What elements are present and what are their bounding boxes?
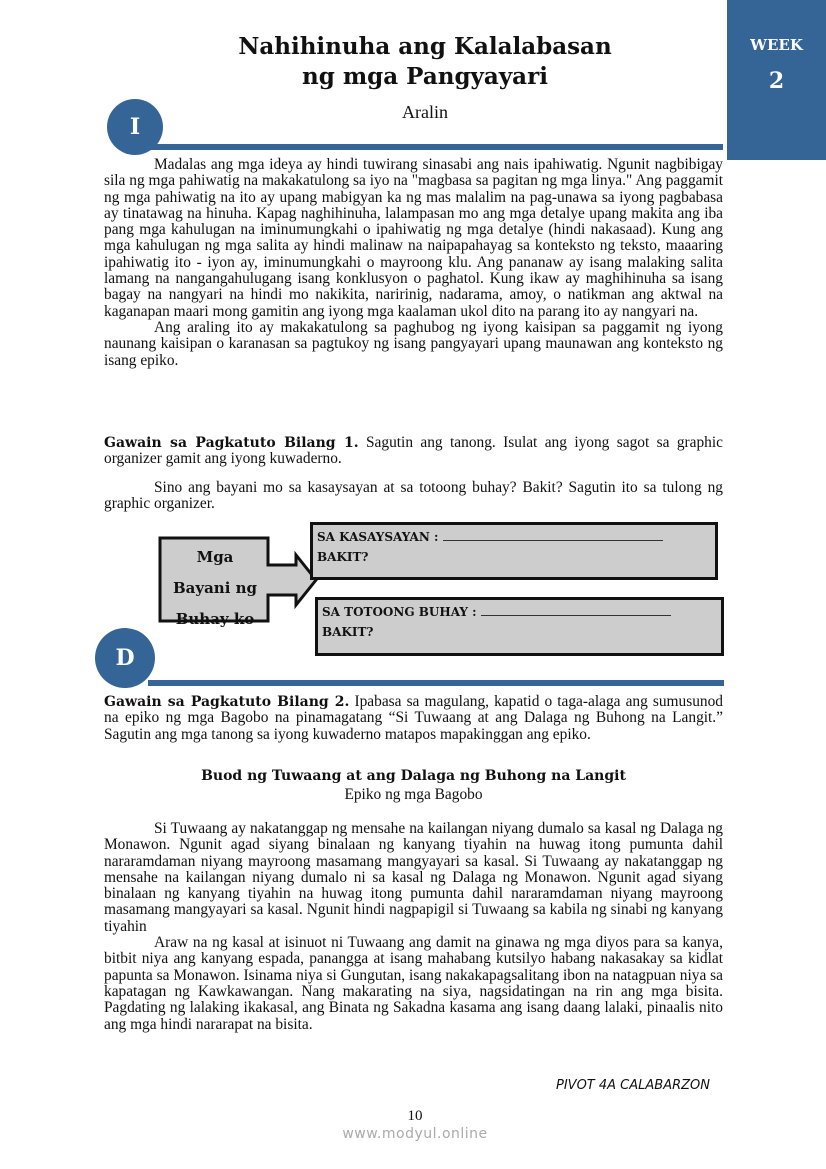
title-line-2: ng mga Pangyayari (302, 63, 548, 90)
source-line-3: Buhay ko (175, 610, 255, 628)
intro-paragraph-1: Madalas ang mga ideya ay hindi tuwirang sinasabi ang nais ipahiwatig. Ngunit nagbibigay sila ng mga pahiwatig na makakatulong sa iyo na "magbasa sa pagitan ng mga linya." Ang paggamit ng mga pahiwatig na ito ay upang mabigyan ka ng mas malalim na pag-unawa sa iyong pagbabasa ay tinatawag na hinuha. Kapag naghihinuha, lalampasan mo ang mga detalye upang makita ang iba pang mga kahulugan na iminumungkahi o ipahiwatig ng mga detalye (hindi nakasaad). Kung ang mga kahulugan ng mga salita ay hindi malinaw na naipapahayag sa konteksto ng teksto, maaaring ipahiwatig ito - iyon ay, iminumungkahi o mayroong klu. Ang pananaw ay isang malaking salita lamang na nangangahulugang isang konklusyon o paghatol. Kung ikaw ay maghihinuha sa isang bagay na nangyari na hindi mo nakikita, naririnig, nadarama, amoy, o natikman ang aktwal na kaganapan maari mong gamitin ang iyong mga kaalaman ukol dito na parang ito ay nangyari na. (104, 156, 723, 320)
organizer-source (160, 542, 270, 635)
section-divider (147, 144, 723, 150)
activity-1 (104, 435, 723, 512)
answer-blank[interactable] (443, 529, 663, 541)
activity-2-heading: Gawain sa Pagkatuto Bilang 2. (104, 694, 350, 710)
watermark: www.modyul.online (342, 1126, 488, 1142)
box-history (310, 522, 718, 580)
page-title (200, 32, 650, 92)
activity-2-instruction: Ipabasa sa magulang, kapatid o taga-alaga ang sumusunod na epiko ng mga Bagobo na pinamagatang “Si Tuwaang at ang Dalaga ng Buhong na Langit.” Sagutin ang mga tanong sa iyong kuwaderno matapos mapakinggan ang epiko. (104, 693, 723, 743)
box-real-life-label: SA TOTOONG BUHAY : (322, 605, 481, 619)
answer-blank[interactable] (481, 604, 671, 616)
section-divider (148, 680, 724, 686)
page-subtitle: Aralin (402, 102, 448, 122)
story-text (104, 821, 723, 1033)
section-marker-i: I (107, 99, 163, 155)
intro-paragraph-2: Ang araling ito ay makakatulong sa paghubog ng iyong kaisipan sa paggamit ng iyong naunang kaisipan o karanasan sa pagtukoy ng isang pangyayari upang maunawan ang konteksto ng isang epiko. (104, 318, 723, 369)
week-number: 2 (768, 68, 785, 94)
section-marker-d: D (95, 628, 155, 688)
source-line-1: Mga (196, 548, 234, 566)
story-subtitle: Epiko ng mga Bagobo (344, 786, 483, 803)
story-paragraph-1: Si Tuwaang ay nakatanggap ng mensahe na kailangan niyang dumalo sa kasal ng Dalaga ng Monawon. Ngunit agad siyang binalaan ng kanyang tiyahin na huwag itong pumunta dahil nararamdaman niyang mayroong masamang mangyayari sa kasal. Si Tuwaang ay nakatanggap ng mensahe na kailangan niyang dumalo ni sa kasal ng Dalaga ng Monawon. Ngunit agad siyang binalaan ng kanyang tiyahin na huwag itong pumunta dahil nararamdaman niyang mayroong masamang mangyayari sa kasal. Ngunit hindi nagpapigil si Tuwaang sa kabila ng sinabi ng kanyang tiyahin (104, 820, 723, 935)
box-real-life-why: BAKIT? (322, 625, 374, 639)
page-number: 10 (407, 1108, 423, 1124)
activity-1-instruction: Sagutin ang tanong. Isulat ang iyong sagot sa graphic organizer gamit ang iyong kuwaderno. (104, 434, 723, 468)
activity-1-heading: Gawain sa Pagkatuto Bilang 1. (104, 435, 359, 451)
intro-text (104, 157, 723, 369)
activity-1-question: Sino ang bayani mo sa kasaysayan at sa totoong buhay? Bakit? Sagutin ito sa tulong ng graphic organizer. (104, 478, 723, 512)
week-label: WEEK (750, 36, 803, 54)
footer-brand: PIVOT 4A CALABARZON (556, 1078, 710, 1093)
story-paragraph-2: Araw na ng kasal at isinuot ni Tuwaang ang damit na ginawa ng mga diyos para sa kanya, bitbit niya ang kanyang espada, panangga at isang mahabang kutsilyo habang nakasakay sa kidlat papunta sa Monawon. Isinama niya si Gungutan, isang nakakapagsalitang ibon na natagpuan niya sa kapatagan ng Kawkawangan. Nang makarating na siya, nagsidatingan na rin ang mga bisita. Pagdating ng lalaking ikakasal, ang Binata ng Sakadna kasama ang isang daang lalaki, pinaalis nito ang mga hindi nararapat na bisita. (104, 934, 723, 1033)
box-history-label: SA KASAYSAYAN : (317, 530, 443, 544)
source-line-2: Bayani ng (172, 579, 258, 597)
box-history-why: BAKIT? (317, 550, 369, 564)
story-title: Buod ng Tuwaang at ang Dalaga ng Buhong na Langit (201, 768, 626, 784)
title-line-1: Nahihinuha ang Kalalabasan (238, 33, 612, 60)
box-real-life (315, 597, 724, 656)
activity-2 (104, 694, 723, 743)
week-tab (727, 0, 826, 160)
